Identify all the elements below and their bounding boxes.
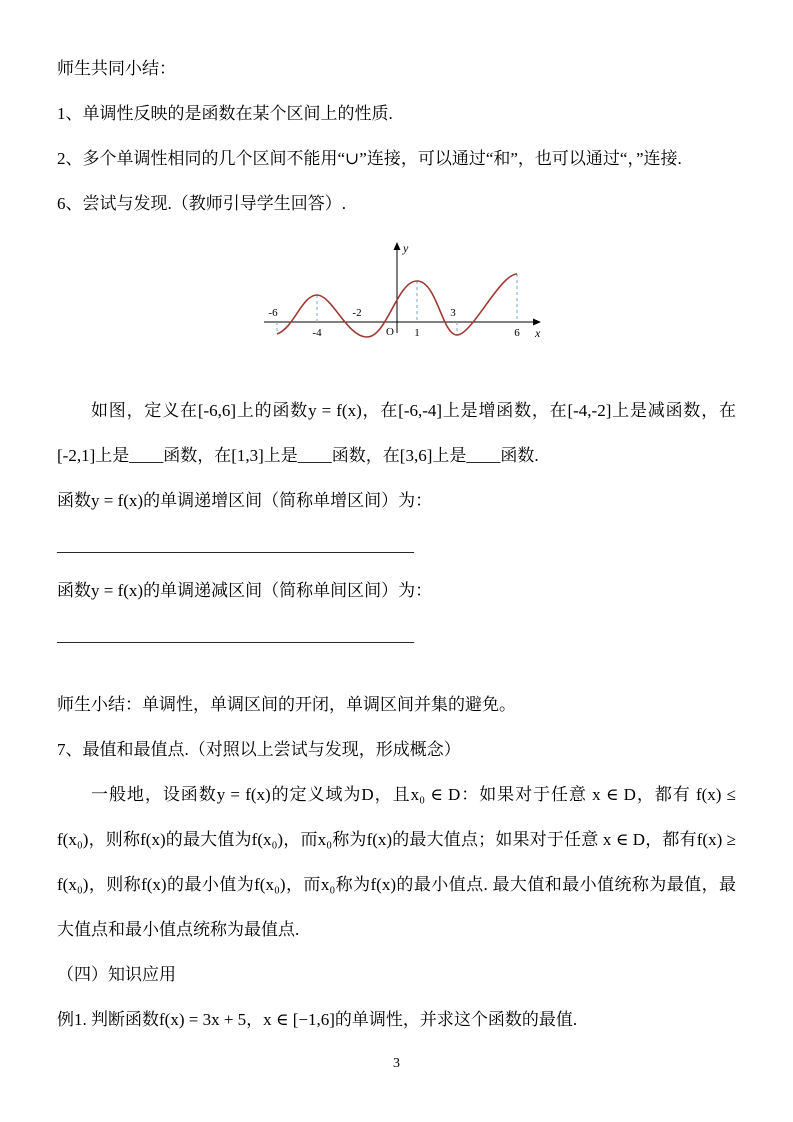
paragraph-summary-heading: 师生共同小结： — [57, 59, 176, 78]
tick-label-neg4: -4 — [311, 327, 322, 339]
paragraph-teacher-summary: 师生小结：单调性，单调区间的开闭，单调区间并集的避免。 — [57, 695, 516, 714]
paragraph-point6: 6、尝试与发现.（教师引导学生回答）. — [57, 194, 346, 213]
tick-label-3: 3 — [449, 307, 456, 319]
blank-answer-line-1: __________________________________________ — [57, 536, 414, 555]
paragraph-increasing-intervals: 函数y = f(x)的单调递增区间（简称单增区间）为： — [57, 491, 433, 510]
paragraph-decreasing-intervals: 函数y = f(x)的单调递减区间（简称单间区间）为： — [57, 581, 433, 600]
paragraph-point7: 7、最值和最值点.（对照以上尝试与发现，形成概念） — [57, 740, 461, 759]
paragraph-max-min-definition: 一般地，设函数y = f(x)的定义域为D，且x₀ ∈ D：如果对于任意 x ∈ D，都有 f(x) ≤ f(x₀)，则称f(x)的最大值为f(x₀)，而x₀称为f(x)的最大值点；如果对于任意 x ∈ D，都有f(x) ≥ f(x₀)，则称f(x)的最小值为f(x₀)，而x₀称为f(x)的最小值点. 最大值和最小值统称为最值，最大值点和最小值点统称为最值点. — [57, 785, 736, 939]
paragraph-as-graph: 如图，定义在[-6,6]上的函数y = f(x)，在[-6,-4]上是增函数，在[-4,-2]上是减函数，在[-2,1]上是____函数，在[1,3]上是____函数，在[3,6]上是____函数. — [57, 401, 736, 465]
tick-label-neg2: -2 — [351, 307, 362, 319]
y-axis-label: y — [402, 241, 408, 255]
tick-label-1: 1 — [413, 327, 420, 339]
paragraph-point2: 2、多个单调性相同的几个区间不能用“∪”连接，可以通过“和”，也可以通过“，”连接. — [57, 149, 682, 168]
page-number: 3 — [393, 1056, 400, 1071]
vertical-spacer — [57, 658, 736, 682]
y-axis-arrow-icon — [393, 242, 400, 250]
paragraph-example1: 例1. 判断函数f(x) = 3x + 5，x ∈ [−1,6]的单调性，并求这个函数的最值. — [57, 1010, 578, 1029]
paragraph-point1: 1、单调性反映的是函数在某个区间上的性质. — [57, 104, 393, 123]
blank-answer-line-2: __________________________________________ — [57, 626, 414, 645]
origin-label: O — [385, 326, 394, 338]
tick-label-6: 6 — [513, 327, 520, 339]
function-graph-figure — [57, 236, 736, 384]
paragraph-section4-heading: （四）知识应用 — [57, 965, 176, 984]
function-graph-svg — [242, 236, 552, 384]
x-axis-arrow-icon — [533, 319, 541, 326]
tick-label-neg6: -6 — [267, 307, 278, 319]
x-axis-label: x — [534, 326, 540, 340]
